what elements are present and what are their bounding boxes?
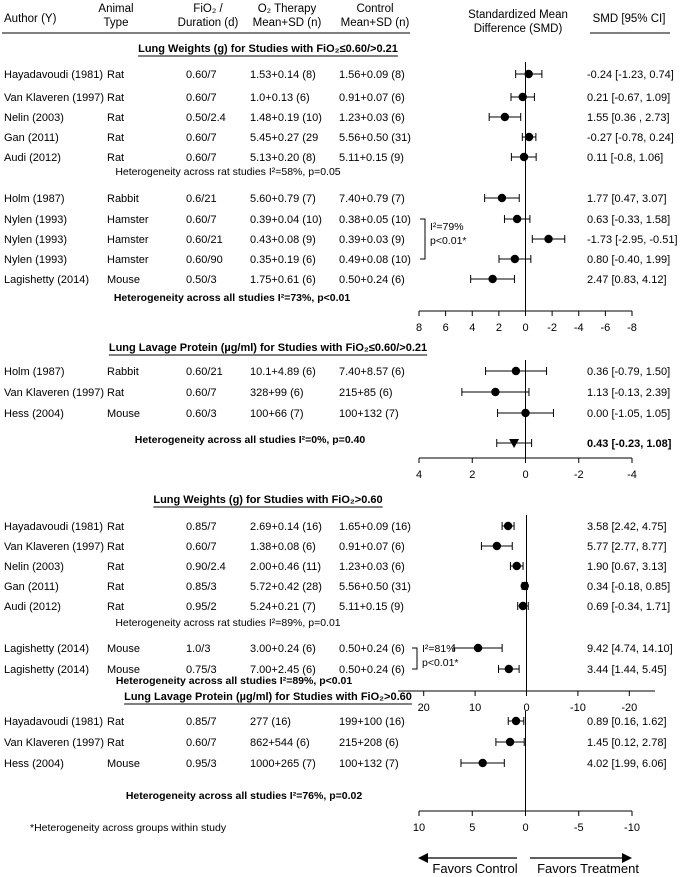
study-control-value: 1.23+0.03 (6) — [339, 112, 405, 124]
study-fio2-duration: 0.60/7 — [186, 541, 217, 553]
x-tick-label: -8 — [627, 322, 637, 334]
study-author: Hayadavoudi (1981) — [4, 716, 104, 728]
x-tick-label: -4 — [573, 322, 584, 334]
smd-point — [511, 255, 519, 263]
study-o2-value: 5.45+0.27 (29 — [250, 132, 319, 144]
smd-point — [474, 644, 482, 652]
study-fio2-duration: 0.85/7 — [186, 716, 217, 728]
study-smd-ci: 3.44 [1.44, 5.45] — [587, 664, 667, 676]
study-fio2-duration: 0.6/21 — [186, 193, 217, 205]
study-smd-ci: 0.36 [-0.79, 1.50] — [587, 366, 671, 378]
study-smd-ci: -0.27 [-0.78, 0.24] — [587, 132, 674, 144]
header-o2-line2: Mean+SD (n) — [252, 17, 322, 29]
study-smd-ci: -0.24 [-1.23, 0.74] — [587, 69, 674, 81]
study-smd-ci: 0.69 [-0.34, 1.71] — [587, 601, 671, 613]
favors-control-arrowhead — [418, 853, 428, 863]
study-o2-value: 1.0+0.13 (6) — [250, 92, 310, 104]
study-o2-value: 1.38+0.08 (6) — [250, 541, 316, 553]
x-tick-label: -6 — [600, 322, 611, 334]
rat-heterogeneity-note: Heterogeneity across rat studies I²=58%, p=0.05 — [115, 166, 341, 178]
study-fio2-duration: 0.60/21 — [186, 234, 223, 246]
study-o2-value: 277 (16) — [250, 716, 291, 728]
study-author: Nylen (1993) — [4, 254, 67, 266]
study-control-value: 1.23+0.03 (6) — [339, 561, 405, 573]
header-control-line2: Mean+SD (n) — [340, 17, 410, 29]
study-author: Nylen (1993) — [4, 234, 67, 246]
summary-smd-ci: 0.43 [-0.23, 1.08] — [587, 438, 672, 450]
study-fio2-duration: 0.50/3 — [186, 274, 217, 286]
study-author: Nelin (2003) — [4, 561, 64, 573]
study-o2-value: 2.69+0.14 (16) — [250, 521, 322, 533]
study-smd-ci: 0.63 [-0.33, 1.58] — [587, 214, 671, 226]
study-author: Lagishetty (2014) — [4, 274, 89, 286]
x-tick-label: 0 — [523, 702, 530, 714]
study-fio2-duration: 0.85/7 — [186, 521, 217, 533]
x-tick-label: -10 — [624, 822, 640, 834]
study-o2-value: 3.00+0.24 (6) — [250, 643, 316, 655]
study-fio2-duration: 0.60/21 — [186, 366, 223, 378]
smd-point — [488, 275, 496, 283]
smd-point — [520, 153, 528, 161]
x-tick-label: -10 — [569, 702, 586, 714]
header-animal-line2: Type — [103, 17, 129, 29]
study-smd-ci: 0.80 [-0.40, 1.99] — [587, 254, 671, 266]
column-headers — [2, 3, 670, 35]
study-animal: Mouse — [107, 758, 141, 770]
study-control-value: 215+85 (6) — [339, 387, 393, 399]
group-p-note: p<0.01* — [430, 235, 467, 247]
smd-point — [493, 542, 501, 550]
study-smd-ci: 4.02 [1.99, 6.06] — [587, 758, 667, 770]
study-fio2-duration: 0.60/7 — [186, 214, 217, 226]
study-o2-value: 5.13+0.20 (8) — [250, 152, 316, 164]
study-animal: Mouse — [107, 643, 141, 655]
smd-point — [506, 738, 514, 746]
study-author: Van Klaveren (1997) — [4, 737, 105, 749]
header-ci: SMD [95% CI] — [592, 13, 666, 25]
header-animal-line1: Animal — [98, 3, 134, 15]
x-tick-label: -2 — [573, 469, 584, 481]
study-control-value: 0.50+0.24 (6) — [339, 643, 405, 655]
study-smd-ci: 1.90 [0.67, 3.13] — [587, 561, 667, 573]
study-animal: Rabbit — [107, 366, 139, 378]
study-fio2-duration: 0.60/7 — [186, 69, 217, 81]
x-tick-label: 5 — [469, 822, 476, 834]
group-p-note: p<0.01* — [422, 657, 459, 669]
study-animal: Hamster — [107, 214, 149, 226]
study-animal: Mouse — [107, 408, 141, 420]
study-fio2-duration: 0.60/7 — [186, 737, 217, 749]
x-tick-label: 4 — [469, 322, 476, 334]
study-author: Van Klaveren (1997) — [4, 92, 105, 104]
study-control-value: 0.38+0.05 (10) — [339, 214, 411, 226]
study-smd-ci: 1.55 [0.36 , 2.73] — [587, 112, 670, 124]
section-title: Lung Lavage Protein (µg/ml) for Studies with FiO₂>0.60 — [124, 691, 412, 703]
overall-heterogeneity-note: Heterogeneity across all studies I²=89%, p<0.01 — [115, 675, 353, 687]
study-author: Van Klaveren (1997) — [4, 541, 105, 553]
study-animal: Hamster — [107, 234, 149, 246]
smd-point — [544, 235, 552, 243]
smd-point — [524, 70, 532, 78]
smd-point — [519, 602, 527, 610]
x-tick-label: 6 — [442, 322, 449, 334]
smd-point — [491, 388, 499, 396]
study-author: Holm (1987) — [4, 366, 65, 378]
study-author: Audi (2012) — [4, 601, 61, 613]
study-control-value: 0.50+0.24 (6) — [339, 664, 405, 676]
study-animal: Rat — [107, 132, 125, 144]
study-author: Hayadavoudi (1981) — [4, 69, 104, 81]
study-o2-value: 328+99 (6) — [250, 387, 304, 399]
smd-point — [525, 133, 533, 141]
study-animal: Rabbit — [107, 193, 139, 205]
study-animal: Rat — [107, 112, 125, 124]
x-tick-label: 0 — [522, 822, 529, 834]
footnote: *Heterogeneity across groups within study — [30, 822, 227, 834]
study-o2-value: 1000+265 (7) — [250, 758, 316, 770]
study-o2-value: 862+544 (6) — [250, 737, 310, 749]
header-control-line1: Control — [356, 3, 394, 15]
x-tick-label: -2 — [547, 322, 558, 334]
smd-point — [512, 367, 520, 375]
study-control-value: 5.56+0.50 (31) — [339, 132, 411, 144]
study-control-value: 1.65+0.09 (16) — [339, 521, 411, 533]
study-control-value: 0.50+0.24 (6) — [339, 274, 405, 286]
study-smd-ci: 0.11 [-0.8, 1.06] — [587, 152, 664, 164]
study-o2-value: 5.24+0.21 (7) — [250, 601, 316, 613]
study-control-value: 7.40+8.57 (6) — [339, 366, 405, 378]
overall-heterogeneity-note: Heterogeneity across all studies I²=73%, p<0.01 — [113, 292, 351, 304]
study-control-value: 5.11+0.15 (9) — [339, 601, 404, 613]
study-smd-ci: -1.73 [-2.95, -0.51] — [587, 234, 678, 246]
study-author: Gan (2011) — [4, 132, 59, 144]
study-animal: Rat — [107, 152, 125, 164]
study-smd-ci: 1.45 [0.12, 2.78] — [587, 737, 667, 749]
study-control-value: 0.39+0.03 (9) — [339, 234, 405, 246]
study-smd-ci: 3.58 [2.42, 4.75] — [587, 521, 667, 533]
smd-point — [504, 522, 512, 530]
nylen-group-bracket — [420, 219, 425, 259]
study-author: Holm (1987) — [4, 193, 65, 205]
study-author: Lagishetty (2014) — [4, 664, 89, 676]
header-o2-line1: O₂ Therapy — [257, 3, 317, 15]
study-author: Audi (2012) — [4, 152, 61, 164]
overall-heterogeneity-note: Heterogeneity across all studies I²=0%, p=0.40 — [134, 434, 366, 446]
rat-heterogeneity-note: Heterogeneity across rat studies I²=89%, p=0.01 — [115, 617, 341, 629]
study-animal: Hamster — [107, 254, 149, 266]
study-control-value: 5.11+0.15 (9) — [339, 152, 404, 164]
smd-point — [498, 194, 506, 202]
x-tick-label: -5 — [573, 822, 584, 834]
study-o2-value: 0.35+0.19 (6) — [250, 254, 316, 266]
study-control-value: 7.40+0.79 (7) — [339, 193, 405, 205]
x-tick-label: -4 — [627, 469, 637, 481]
study-fio2-duration: 0.60/7 — [186, 387, 217, 399]
study-animal: Rat — [107, 69, 125, 81]
study-animal: Rat — [107, 581, 125, 593]
study-fio2-duration: 0.60/7 — [186, 152, 217, 164]
study-animal: Rat — [107, 541, 125, 553]
study-author: Nylen (1993) — [4, 214, 67, 226]
study-control-value: 5.56+0.50 (31) — [339, 581, 411, 593]
study-fio2-duration: 0.85/3 — [186, 581, 217, 593]
study-fio2-duration: 0.95/3 — [186, 758, 217, 770]
study-fio2-duration: 0.60/7 — [186, 132, 217, 144]
study-o2-value: 1.48+0.19 (10) — [250, 112, 322, 124]
study-animal: Rat — [107, 561, 125, 573]
study-control-value: 100+132 (7) — [339, 408, 399, 420]
section-title: Lung Weights (g) for Studies with FiO₂>0.60 — [153, 494, 383, 506]
x-tick-label: 4 — [415, 469, 423, 481]
study-o2-value: 5.72+0.42 (28) — [250, 581, 322, 593]
header-author: Author (Y) — [4, 13, 57, 25]
study-fio2-duration: 0.75/3 — [186, 664, 217, 676]
study-smd-ci: 0.00 [-1.05, 1.05] — [587, 408, 671, 420]
study-animal: Mouse — [107, 274, 141, 286]
study-author: Gan (2011) — [4, 581, 59, 593]
group-i2-note: I²=81% — [422, 643, 456, 655]
header-fio2-line2: Duration (d) — [177, 17, 239, 29]
smd-point — [505, 665, 513, 673]
x-tick-label: 0 — [522, 322, 529, 334]
smd-point — [521, 582, 529, 590]
group-i2-note: I²=79% — [430, 221, 464, 233]
study-smd-ci: 9.42 [4.74, 14.10] — [587, 643, 673, 655]
smd-point — [478, 759, 486, 767]
study-smd-ci: 1.13 [-0.13, 2.39] — [587, 387, 671, 399]
study-o2-value: 1.75+0.61 (6) — [250, 274, 316, 286]
study-animal: Mouse — [107, 664, 141, 676]
x-tick-label: 2 — [469, 469, 476, 481]
study-fio2-duration: 0.50/2.4 — [186, 112, 226, 124]
header-smd-line1: Standardized Mean — [468, 9, 568, 21]
lagishetty-group-bracket — [412, 648, 417, 669]
section-title: Lung Lavage Protein (µg/ml) for Studies with FiO₂≤0.60/>0.21 — [108, 342, 428, 354]
study-fio2-duration: 0.60/90 — [186, 254, 223, 266]
study-fio2-duration: 0.95/2 — [186, 601, 217, 613]
x-tick-label: 10 — [468, 702, 482, 714]
study-o2-value: 7.00+2.45 (6) — [250, 664, 316, 676]
study-control-value: 215+208 (6) — [339, 737, 399, 749]
favors-treatment-label: Favors Treatment — [537, 861, 639, 876]
study-control-value: 100+132 (7) — [339, 758, 399, 770]
study-control-value: 199+100 (16) — [339, 716, 405, 728]
study-author: Hess (2004) — [4, 408, 64, 420]
study-author: Van Klaveren (1997) — [4, 387, 105, 399]
x-tick-label: 20 — [417, 702, 430, 714]
study-o2-value: 2.00+0.46 (11) — [250, 561, 322, 573]
x-tick-label: 8 — [415, 322, 423, 334]
study-o2-value: 5.60+0.79 (7) — [250, 193, 316, 205]
smd-point — [519, 93, 527, 101]
x-tick-label: 10 — [412, 822, 426, 834]
study-o2-value: 10.1+4.89 (6) — [250, 366, 316, 378]
study-smd-ci: 0.34 [-0.18, 0.85] — [587, 581, 671, 593]
study-animal: Rat — [107, 92, 125, 104]
smd-point — [501, 113, 509, 121]
study-smd-ci: 2.47 [0.83, 4.12] — [587, 274, 667, 286]
smd-point — [513, 215, 521, 223]
study-fio2-duration: 0.90/2.4 — [186, 561, 226, 573]
study-animal: Rat — [107, 521, 125, 533]
study-animal: Rat — [107, 387, 125, 399]
header-smd-line2: Difference (SMD) — [473, 23, 563, 35]
study-fio2-duration: 0.60/3 — [186, 408, 217, 420]
study-smd-ci: 1.77 [0.47, 3.07] — [587, 193, 667, 205]
study-o2-value: 100+66 (7) — [250, 408, 304, 420]
smd-point — [512, 717, 520, 725]
section-title: Lung Weights (g) for Studies with FiO₂≤0.60/>0.21 — [138, 43, 398, 55]
x-tick-label: 0 — [522, 469, 529, 481]
smd-point — [513, 562, 521, 570]
overall-heterogeneity-note: Heterogeneity across all studies I²=76%, p=0.02 — [125, 790, 363, 802]
study-smd-ci: 0.89 [0.16, 1.62] — [587, 716, 667, 728]
study-fio2-duration: 0.60/7 — [186, 92, 217, 104]
study-smd-ci: 0.21 [-0.67, 1.09] — [587, 92, 671, 104]
study-fio2-duration: 1.0/3 — [186, 643, 211, 655]
study-o2-value: 0.39+0.04 (10) — [250, 214, 322, 226]
header-fio2-line1: FiO₂ / — [193, 3, 223, 15]
study-author: Hayadavoudi (1981) — [4, 521, 104, 533]
study-control-value: 0.91+0.07 (6) — [339, 541, 405, 553]
study-author: Lagishetty (2014) — [4, 643, 89, 655]
x-tick-label: 2 — [495, 322, 502, 334]
study-author: Nelin (2003) — [4, 112, 64, 124]
study-author: Hess (2004) — [4, 758, 64, 770]
study-o2-value: 0.43+0.08 (9) — [250, 234, 316, 246]
study-o2-value: 1.53+0.14 (8) — [250, 69, 316, 81]
study-control-value: 1.56+0.09 (8) — [339, 69, 405, 81]
study-control-value: 0.49+0.08 (10) — [339, 254, 411, 266]
favors-control-label: Favors Control — [432, 861, 518, 876]
study-animal: Rat — [107, 737, 125, 749]
smd-point — [521, 409, 529, 417]
study-smd-ci: 5.77 [2.77, 8.77] — [587, 541, 667, 553]
x-tick-label: -20 — [621, 702, 638, 714]
study-control-value: 0.91+0.07 (6) — [339, 92, 405, 104]
study-animal: Rat — [107, 601, 125, 613]
study-animal: Rat — [107, 716, 125, 728]
